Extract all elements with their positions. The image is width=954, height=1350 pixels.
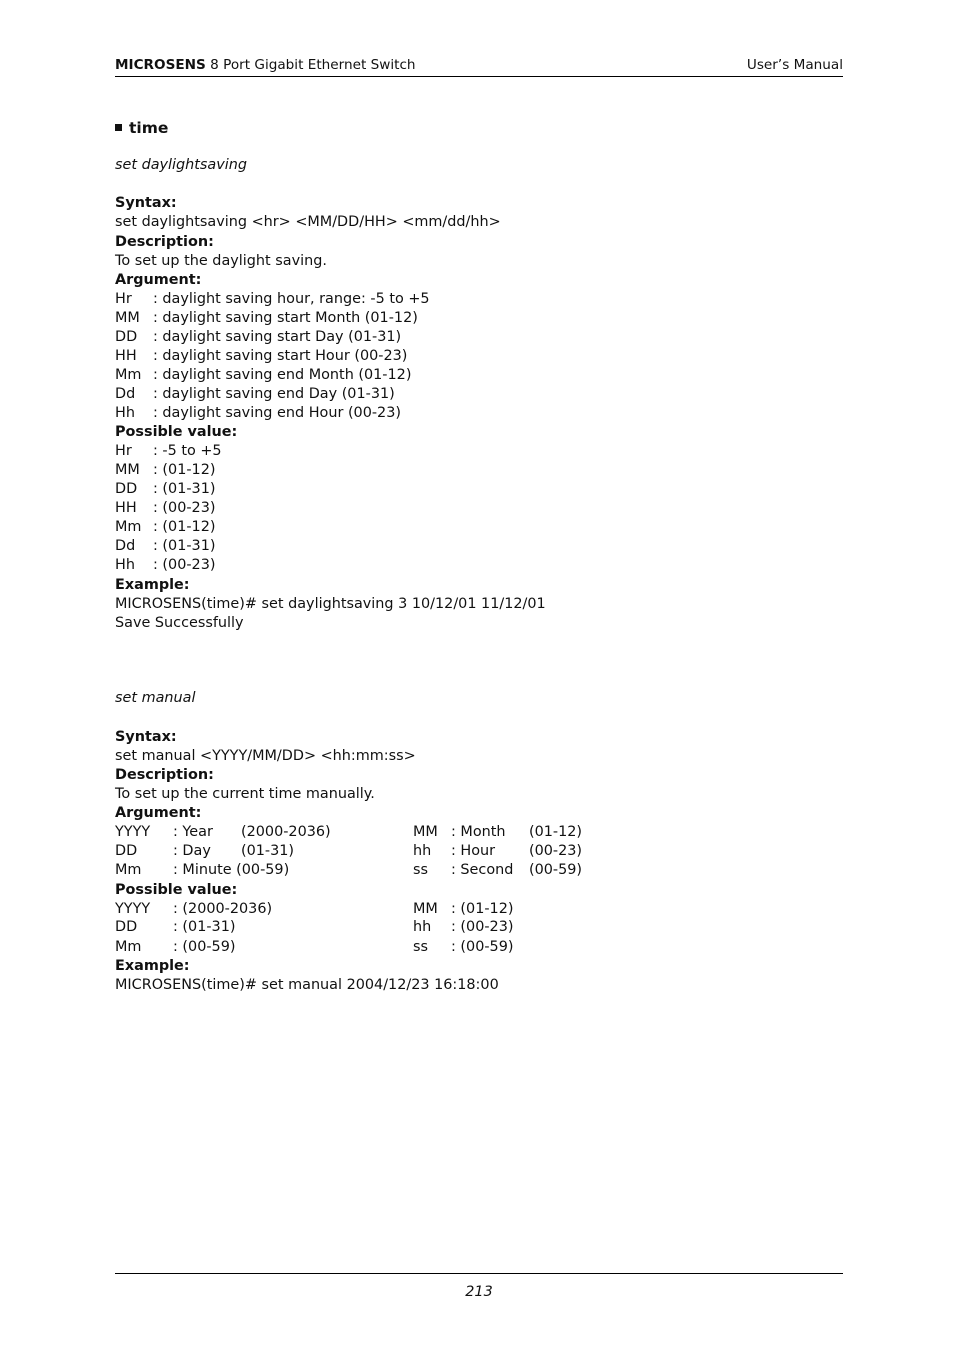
section-title-text: time: [129, 119, 169, 137]
possible-value-row-right: hh : (00-23): [413, 919, 514, 935]
argument-row-right: MM : Month (01-12): [413, 824, 583, 840]
argument-row: Dd : daylight saving end Day (01-31): [115, 386, 395, 402]
section-title: [115, 119, 168, 138]
argument-row-right: hh : Hour (00-23): [413, 843, 583, 859]
example-label: Example:: [115, 958, 190, 974]
footer-divider: [115, 1273, 843, 1274]
argument-row: YYYY : Year (2000-2036): [115, 824, 331, 840]
description-text: To set up the current time manually.: [115, 786, 375, 802]
example-result: Save Successfully: [115, 615, 244, 631]
syntax-text: set manual <YYYY/MM/DD> <hh:mm:ss>: [115, 748, 416, 764]
syntax-text: set daylightsaving <hr> <MM/DD/HH> <mm/dd/hh>: [115, 214, 501, 230]
possible-value-row: Hh : (00-23): [115, 557, 216, 573]
argument-row: Mm : Minute (00-59): [115, 862, 290, 878]
possible-value-row: Dd : (01-31): [115, 538, 216, 554]
possible-value-row: DD : (01-31): [115, 481, 216, 497]
argument-row: Hh : daylight saving end Hour (00-23): [115, 405, 401, 421]
description-text: To set up the daylight saving.: [115, 253, 327, 269]
possible-value-row: Hr : -5 to +5: [115, 443, 222, 459]
possible-value-row-right: MM : (01-12): [413, 901, 514, 917]
argument-row-right: ss : Second (00-59): [413, 862, 583, 878]
argument-label: Argument:: [115, 805, 202, 821]
syntax-label: Syntax:: [115, 729, 177, 745]
description-label: Description:: [115, 767, 214, 783]
example-label: Example:: [115, 577, 190, 593]
possible-value-label: Possible value:: [115, 882, 238, 898]
command-heading: set manual: [115, 690, 196, 706]
header-product: [115, 57, 416, 73]
argument-row: DD : Day (01-31): [115, 843, 295, 859]
bullet-square-icon: [115, 124, 122, 131]
argument-row: Hr : daylight saving hour, range: -5 to +5: [115, 291, 430, 307]
header-manual-title: User’s Manual: [746, 57, 843, 73]
possible-value-label: Possible value:: [115, 424, 238, 440]
possible-value-row: MM : (01-12): [115, 462, 216, 478]
header-brand: MICROSENS: [115, 57, 206, 73]
possible-value-row: HH : (00-23): [115, 500, 216, 516]
argument-row: Mm : daylight saving end Month (01-12): [115, 367, 412, 383]
argument-row: HH : daylight saving start Hour (00-23): [115, 348, 408, 364]
possible-value-row: YYYY : (2000-2036): [115, 901, 273, 917]
example-command: MICROSENS(time)# set daylightsaving 3 10/12/01 11/12/01: [115, 596, 546, 612]
page-header: [115, 57, 843, 77]
possible-value-row-right: ss : (00-59): [413, 939, 514, 955]
possible-value-row: Mm : (01-12): [115, 519, 216, 535]
description-label: Description:: [115, 234, 214, 250]
possible-value-row: Mm : (00-59): [115, 939, 236, 955]
syntax-label: Syntax:: [115, 195, 177, 211]
argument-row: DD : daylight saving start Day (01-31): [115, 329, 402, 345]
argument-label: Argument:: [115, 272, 202, 288]
command-heading: set daylightsaving: [115, 157, 248, 173]
page-number: 213: [465, 1284, 493, 1300]
argument-row: MM : daylight saving start Month (01-12): [115, 310, 418, 326]
possible-value-row: DD : (01-31): [115, 919, 236, 935]
example-command: MICROSENS(time)# set manual 2004/12/23 16:18:00: [115, 977, 499, 993]
header-product-name: 8 Port Gigabit Ethernet Switch: [205, 57, 416, 73]
